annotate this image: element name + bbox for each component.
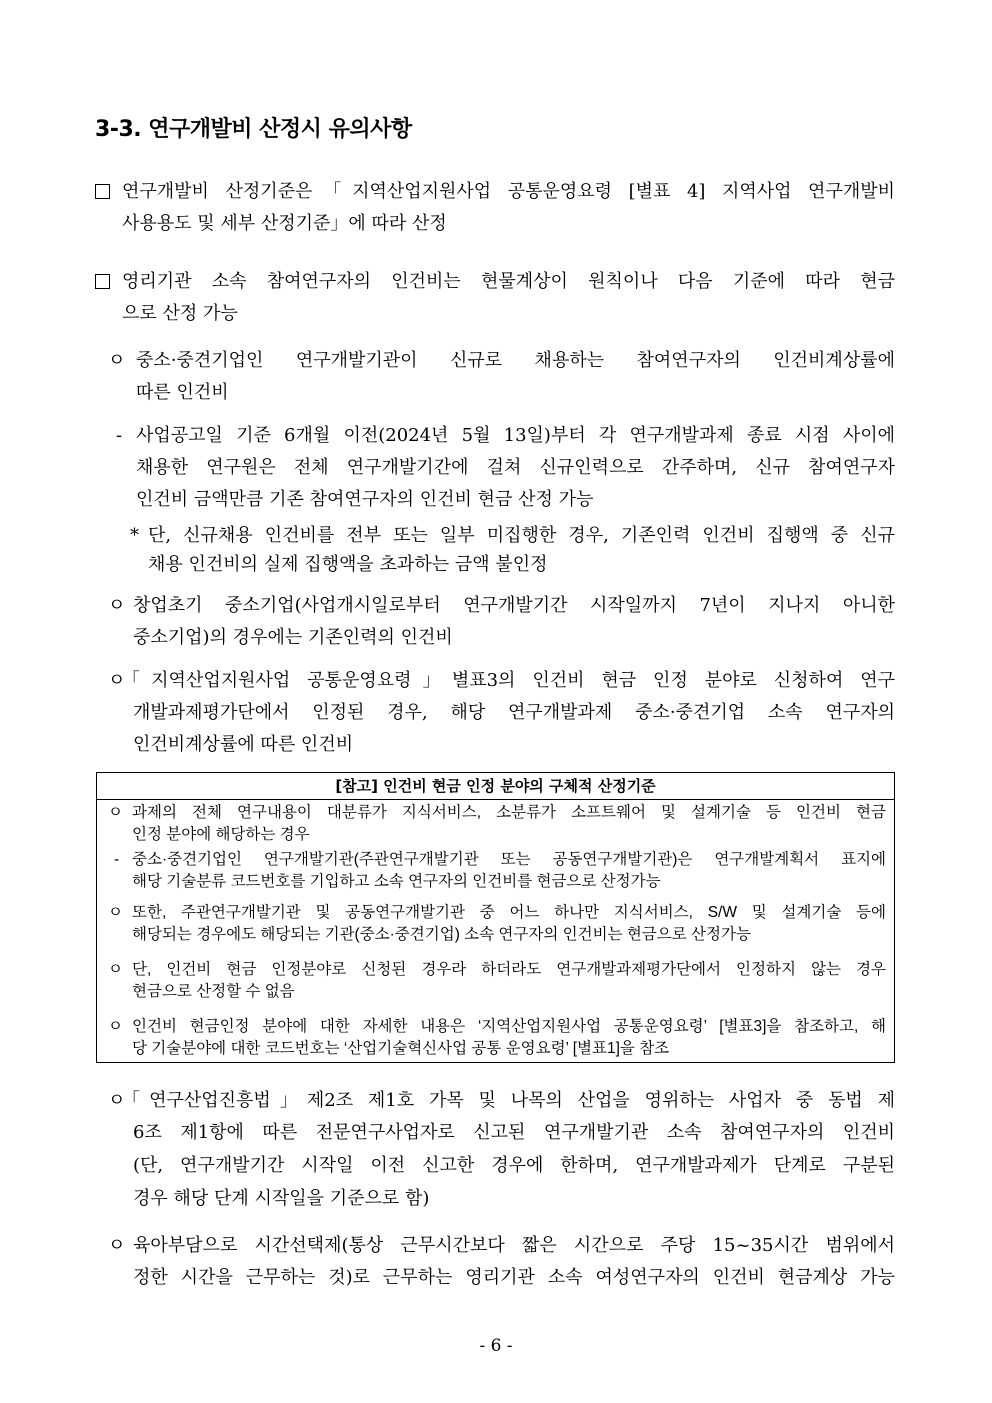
circle-bullet-icon: ㅇ <box>108 961 123 978</box>
paragraph-for-profit-labor <box>122 266 895 298</box>
paragraph-line: 「연구산업진흥법」제2조 제1호 가목 및 나목의 산업을 영위하는 사업자 중 동법 제 <box>122 1090 895 1111</box>
ref-item-5: 인건비 현금인정 분야에 대한 자세한 내용은 ‘지역산업지원사업 공통운영요령’ [별표3]을 참조하고, 해 <box>132 1018 886 1035</box>
circle-bullet-icon: ㅇ <box>108 1235 126 1256</box>
paragraph-for-profit-labor-cont <box>122 298 895 330</box>
paragraph-new-hire-period-2 <box>136 452 895 484</box>
page-number: - 6 - <box>479 1336 513 1356</box>
paragraph-line: 채용한 연구원은 전체 연구개발기간에 걸쳐 신규인력으로 간주하며, 신규 참여연구자 <box>136 457 895 478</box>
ref-item-2: 중소·중견기업인 연구개발기관(주관연구개발기관 또는 공동연구개발기관)은 연구개발계획서 표지에 <box>132 851 886 868</box>
ref-item-3: 또한, 주관연구개발기관 및 공동연구개발기관 중 어느 하나만 지식서비스, S/W 및 설계기술 등에 <box>132 904 886 921</box>
paragraph-appendix3 <box>122 665 895 697</box>
dash-bullet-icon: - <box>114 851 120 868</box>
paragraph-line: 중소기업)의 경우에는 기존인력의 인건비 <box>133 627 453 648</box>
checkbox-bullet-icon <box>95 176 110 208</box>
ref-item-4-cont: 현금으로 산정할 수 없음 <box>132 983 295 1000</box>
paragraph-new-hire <box>136 345 895 377</box>
paragraph-new-hire-cont <box>136 377 895 409</box>
paragraph-line: 개발과제평가단에서 인정된 경우, 해당 연구개발과제 중소·중견기업 소속 연구자의 <box>133 702 895 723</box>
paragraph-research-industry-2 <box>133 1117 895 1149</box>
circle-bullet-icon: ㅇ <box>108 904 123 921</box>
paragraph-research-industry <box>122 1085 895 1117</box>
paragraph-line: 단, 신규채용 인건비를 전부 또는 일부 미집행한 경우, 기존인력 인건비 집행액 중 신규 <box>148 525 895 546</box>
circle-bullet-icon: ㅇ <box>108 804 123 821</box>
asterisk-note-icon: * <box>130 525 139 546</box>
circle-bullet-icon: ㅇ <box>108 595 126 616</box>
checkbox-bullet-icon <box>95 266 110 298</box>
paragraph-line: (단, 연구개발기간 시작일 이전 신고한 경우에 한하며, 연구개발과제가 단계로 구분된 <box>133 1155 895 1176</box>
paragraph-line: 인건비 금액만큼 기존 참여연구자의 인건비 현금 산정 가능 <box>136 489 594 510</box>
paragraph-line: 육아부담으로 시간선택제(통상 근무시간보다 짧은 시간으로 주당 15~35시간 범위에서 <box>133 1235 895 1256</box>
paragraph-line: 영리기관 소속 참여연구자의 인건비는 현물계상이 원칙이나 다음 기준에 따라 현금 <box>122 271 895 292</box>
circle-bullet-icon: ㅇ <box>108 1018 123 1035</box>
paragraph-new-hire-period-3 <box>136 484 895 516</box>
paragraph-line: 따른 인건비 <box>136 382 229 403</box>
ref-item-4: 단, 인건비 현금 인정분야로 신청된 경우라 하더라도 연구개발과제평가단에서 인정하지 않는 경우 <box>132 961 886 978</box>
paragraph-startup-cont <box>133 622 895 654</box>
paragraph-rd-cost-basis <box>122 176 895 208</box>
paragraph-appendix3-3 <box>133 729 895 761</box>
circle-bullet-icon: ㅇ <box>108 670 126 691</box>
section-heading: 3-3. 연구개발비 산정시 유의사항 <box>95 117 412 142</box>
paragraph-line: 사용용도 및 세부 산정기준」에 따라 산정 <box>122 213 447 234</box>
paragraph-line: 「지역산업지원사업 공통운영요령」별표3의 인건비 현금 인정 분야로 신청하여 연구 <box>122 670 895 691</box>
paragraph-line: 채용 인건비의 실제 집행액을 초과하는 금액 불인정 <box>148 554 548 575</box>
reference-box <box>96 772 895 1063</box>
paragraph-line: 사업공고일 기준 6개월 이전(2024년 5월 13일)부터 각 연구개발과제 종료 시점 사이에 <box>136 425 896 446</box>
paragraph-line: 경우 해당 단계 시작일을 기준으로 함) <box>133 1188 430 1209</box>
paragraph-line: 중소·중견기업인 연구개발기관이 신규로 채용하는 참여연구자의 인건비계상률에 <box>136 350 895 371</box>
paragraph-line: 정한 시간을 근무하는 것)로 근무하는 영리기관 소속 여성연구자의 인건비 현금계상 가능 <box>133 1267 895 1288</box>
paragraph-line: 창업초기 중소기업(사업개시일로부터 연구개발기간 시작일까지 7년이 지나지 아니한 <box>133 595 895 616</box>
paragraph-new-hire-period <box>136 420 895 452</box>
ref-item-1: 과제의 전체 연구내용이 대분류가 지식서비스, 소분류가 소프트웨어 및 설계기술 등 인건비 현금 <box>132 804 886 821</box>
circle-bullet-icon: ㅇ <box>108 350 126 371</box>
paragraph-line: 6조 제1항에 따른 전문연구사업자로 신고된 연구개발기관 소속 참여연구자의 인건비 <box>133 1122 895 1143</box>
paragraph-research-industry-4 <box>133 1183 895 1215</box>
ref-item-1-cont: 인정 분야에 해당하는 경우 <box>132 826 310 843</box>
ref-item-2-cont: 해당 기술분류 코드번호를 기입하고 소속 연구자의 인건비를 현금으로 산정가능 <box>132 873 661 890</box>
paragraph-startup <box>133 590 895 622</box>
paragraph-line: 연구개발비 산정기준은「지역산업지원사업 공통운영요령 [별표 4] 지역사업 연구개발비 <box>122 181 895 202</box>
note-unexecuted <box>148 520 895 552</box>
paragraph-childcare <box>133 1230 895 1262</box>
circle-bullet-icon: ㅇ <box>108 1090 126 1111</box>
ref-item-3-cont: 해당되는 경우에도 해당되는 기관(중소·중견기업) 소속 연구자의 인건비는 현금으로 산정가능 <box>132 926 751 943</box>
reference-box-title: [참고] 인건비 현금 인정 분야의 구체적 산정기준 <box>97 773 894 800</box>
paragraph-appendix3-2 <box>133 697 895 729</box>
dash-bullet-icon: - <box>116 425 123 446</box>
paragraph-line: 인건비계상률에 따른 인건비 <box>133 734 354 755</box>
note-unexecuted-cont <box>148 549 895 581</box>
paragraph-rd-cost-basis-cont <box>122 208 895 240</box>
paragraph-childcare-2 <box>133 1262 895 1294</box>
paragraph-research-industry-3 <box>133 1150 895 1182</box>
ref-item-5-cont: 당 기술분야에 대한 코드번호는 ‘산업기술혁신사업 공통 운영요령’ [별표1]을 참조 <box>132 1040 670 1057</box>
paragraph-line: 으로 산정 가능 <box>122 303 238 324</box>
